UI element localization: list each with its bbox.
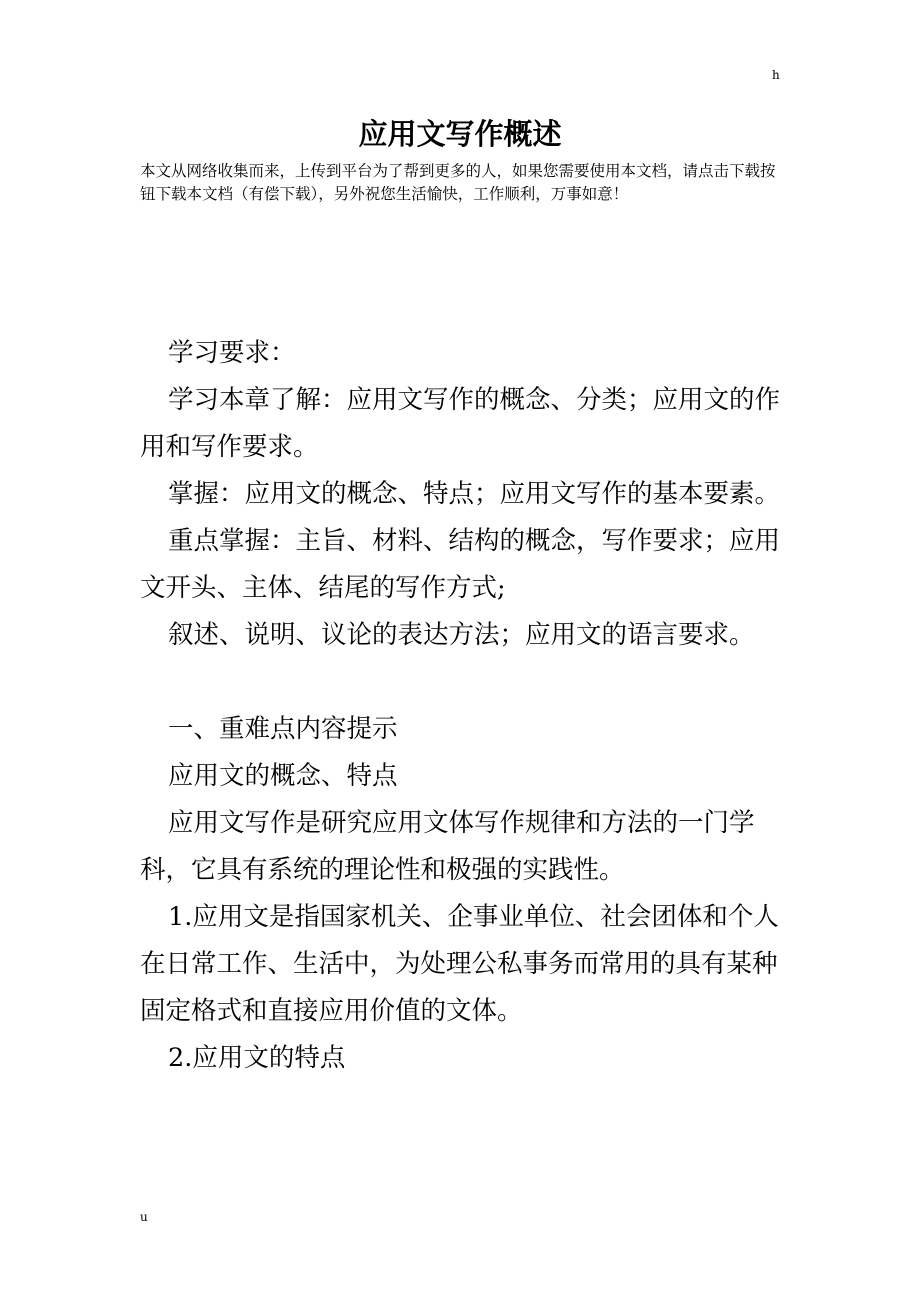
paragraph-item-1: 1.应用文是指国家机关、企事业单位、社会团体和个人在日常工作、生活中，为处理公私事务而常用的具有某种固定格式和直接应用价值的文体。 xyxy=(140,902,779,1026)
paragraph-study-requirements: 学习要求： xyxy=(168,338,296,368)
paragraph-definition: 应用文写作是研究应用文体写作规律和方法的一门学科，它具有系统的理论性和极强的实践性。 xyxy=(140,808,755,885)
page-header-mark: h xyxy=(772,68,780,82)
download-notice: 本文从网络收集而来，上传到平台为了帮到更多的人，如果您需要使用本文档，请点击下载按钮下载本文档（有偿下载），另外祝您生活愉快，工作顺利，万事如意！ xyxy=(140,162,776,203)
paragraph-item-2: 2.应用文的特点 xyxy=(168,1043,346,1073)
blank-line xyxy=(140,659,790,706)
paragraph-key-master: 重点掌握：主旨、材料、结构的概念，写作要求；应用文开头、主体、结尾的写作方式; xyxy=(140,526,781,603)
section-heading: 一、重难点内容提示 xyxy=(168,714,398,744)
subsection-heading: 应用文的概念、特点 xyxy=(168,761,398,791)
page-footer-mark: u xyxy=(140,1210,148,1224)
paragraph-master: 掌握：应用文的概念、特点；应用文写作的基本要素。 xyxy=(168,479,781,509)
document-body xyxy=(140,330,790,1082)
paragraph-understand: 学习本章了解：应用文写作的概念、分类；应用文的作用和写作要求。 xyxy=(140,385,781,462)
paragraph-expression-methods: 叙述、说明、议论的表达方法；应用文的语言要求。 xyxy=(168,620,755,650)
document-title: 应用文写作概述 xyxy=(358,117,562,151)
